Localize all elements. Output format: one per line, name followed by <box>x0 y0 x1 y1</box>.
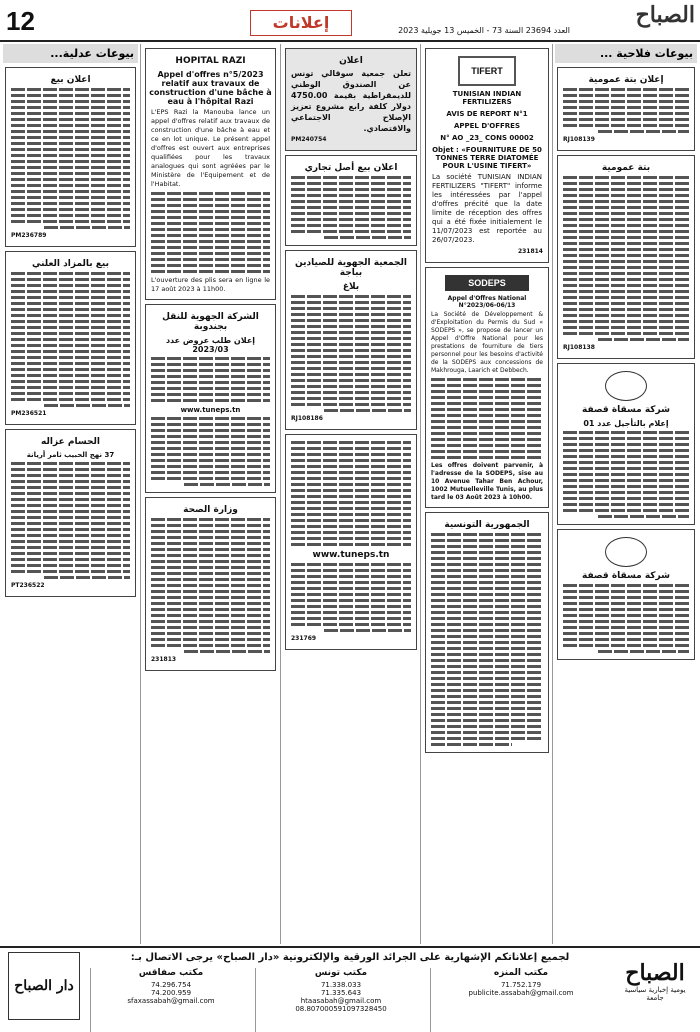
column-hospital-tenders <box>143 44 278 944</box>
ad-reference: 231814 <box>517 248 543 255</box>
ad-reference: RJ108139 <box>563 136 595 143</box>
ad-reference: RJ108138 <box>563 344 595 351</box>
brand-assabah <box>616 952 694 1018</box>
column-tenders-fr <box>423 44 551 944</box>
ad-title: الجمعية الجهوية للصيادين بباجة <box>295 258 407 278</box>
ad-sale <box>5 67 136 247</box>
ad-reference: PM240754 <box>291 136 327 143</box>
ad-title: شركة مسقاة قصفة <box>581 405 670 415</box>
column-divider <box>420 44 421 944</box>
column-divider <box>280 44 281 944</box>
section-title: إعلانات <box>250 10 352 36</box>
office-name: مكتب صفاقس <box>138 968 204 978</box>
ad-title: بيع بالمزاد العلني <box>32 259 109 269</box>
ad-transport-jendouba <box>145 304 276 493</box>
sodeps-logo: SODEPS <box>445 275 529 291</box>
ad-public-auction-2 <box>557 155 695 359</box>
ad-title: HOPITAL RAZI <box>175 56 246 66</box>
bank-account: 08.807000591097328450 <box>295 1005 387 1013</box>
tifert-logo: TIFERT <box>458 56 516 86</box>
ad-ministry-health <box>145 497 276 671</box>
emblem-icon <box>605 371 647 401</box>
office-fax: 74.200.959 <box>150 989 192 997</box>
ad-subtitle: إعلان طلب عروض عدد 2023/03 <box>165 336 256 354</box>
office-sfax <box>90 968 251 1032</box>
ad-title: اعلان بيع <box>50 75 91 85</box>
ad-sodeps <box>425 267 549 508</box>
ad-tifert <box>425 48 549 263</box>
ad-website: www.tuneps.tn <box>312 550 390 560</box>
ad-title: اعلان بيع أصل تجاري <box>304 163 398 173</box>
ad-body: تعلن جمعية سوقالي تونس عن الصندوق الوطني للديمقراطية بقيمة 4750.00 دولار كلفة رابع مشروع تعزيز الإصلاح الاجتماعي والاقتصادي. <box>291 69 411 133</box>
ad-title: اعلان <box>339 56 363 66</box>
ad-title: الجمهورية التونسية <box>444 520 530 530</box>
ad-deadline: Les offres doivent parvenir, à l'adresse de la SODEPS, sise au 10 Avenue Tahar Ben Achour, 1002 Mutuelleville Tunis, au plus tard le 03 Août 2023 à 10h00. <box>431 462 543 501</box>
section-heading: بيوعات عدلية... <box>3 44 138 63</box>
ad-deadline: L'ouverture des plis sera en ligne le 17 août 2023 à 11h00. <box>151 276 270 293</box>
office-phone: 71.752.179 <box>500 981 542 989</box>
ad-title: الشركة الجهوية للنقل بجندوبة <box>162 312 259 332</box>
column-agricultural-sales <box>555 44 697 944</box>
ad-hospital-razi <box>145 48 276 300</box>
logo-text: الصباح <box>635 2 695 28</box>
issue-line: العدد 23694 السنة 73 - الخميس 13 جويلية 2023 <box>398 26 570 35</box>
ad-irrigation-company <box>557 363 695 525</box>
ad-ministry <box>425 512 549 753</box>
ad-public-auction <box>557 67 695 151</box>
ad-title: بتة عمومية <box>601 163 651 173</box>
ad-reference: PM236789 <box>11 232 47 239</box>
ad-irrigation-company-2 <box>557 529 695 660</box>
office-email[interactable]: htaasabah@gmail.com <box>300 997 382 1005</box>
ad-title: AVIS DE REPORT N°1 <box>446 110 528 118</box>
brand-dar-assabah: دار الصباح <box>8 952 80 1020</box>
ad-subtitle: 37 نهج الحبيب ثامر أريانة <box>26 451 115 459</box>
ad-body: L'EPS Razi la Manouba lance un appel d'offres relatif aux travaux de construction d'une bâche à eau et ce en lot unique. Le présent appel d'offres est ouvert aux entreprises qualifiées pour les travaux analogues qui sont agréées par le Ministère de l'Equipement et de l'Habitat. <box>151 108 270 188</box>
ad-website: www.tuneps.tn <box>180 406 241 414</box>
newspaper-logo <box>585 2 695 38</box>
section-heading: بيوعات فلاحية ... <box>555 44 697 63</box>
ad-reference: RJ108186 <box>291 415 323 422</box>
ad-reference: 231769 <box>291 635 317 642</box>
ad-title: Appel d'Offres National N°2023/06-06/13 <box>447 295 527 309</box>
page-header <box>0 0 700 42</box>
ad-subtitle: بلاغ <box>342 282 360 292</box>
ad-association <box>285 48 417 151</box>
column-divider <box>140 44 141 944</box>
office-phone: 71.338.033 <box>320 981 362 989</box>
ad-title: وزارة الصحة <box>183 505 238 515</box>
ad-business-sale <box>285 155 417 246</box>
footer-headline: لجميع إعلاناتكم الإشهارية على الجرائد الورقية والإلكترونية «دار الصباح» يرجى الاتصال بـ: <box>130 952 570 963</box>
ad-fishermen-association <box>285 250 417 430</box>
office-tunis <box>255 968 426 1032</box>
ad-company: TUNISIAN INDIAN FERTILIZERS <box>452 90 522 106</box>
ad-title: إعلان بتة عمومية <box>588 75 664 85</box>
column-announcements <box>283 44 419 944</box>
column-judicial-sales <box>3 44 138 944</box>
column-divider <box>552 44 553 944</box>
ad-object: Objet : «FOURNITURE DE 50 TONNES TERRE DIATOMÉE POUR L'USINE TIFERT» <box>432 146 542 170</box>
brand-tagline: يومية إخبارية سياسية جامعة <box>624 986 686 1002</box>
ad-reference: 231813 <box>151 656 177 663</box>
emblem-icon <box>605 537 647 567</box>
office-name: مكتب المنزه <box>493 968 549 978</box>
office-menzah <box>430 968 611 1032</box>
ad-subtitle: إعلام بالتأجيل عدد 01 <box>583 419 669 428</box>
ad-title: شركة مسقاة قصفة <box>581 571 670 581</box>
ad-reference: PM236521 <box>11 410 47 417</box>
ad-bailiff <box>5 429 136 597</box>
ad-public-auction <box>5 251 136 425</box>
ad-title: الحسام عزاله <box>41 437 100 447</box>
page-footer <box>0 946 700 1024</box>
office-email[interactable]: sfaxassabah@gmail.com <box>127 997 215 1005</box>
brand-name: الصباح <box>625 960 685 986</box>
ad-body: La Société de Développement & d'Exploitation du Permis du Sud « SODEPS », se propose de lancer un Appel d'Offre National pour les prestations de fourniture de tiers personnel pour les besoins d'activité de la SODEPS aux concessions de Makhrouga, Laarich et Debbech. <box>431 311 543 374</box>
ad-subtitle: Appel d'offres n°5/2023 relatif aux travaux de construction d'une bâche à eau à l'hôpital Razi <box>149 70 272 106</box>
office-email[interactable]: publicite.assabah@gmail.com <box>468 989 574 997</box>
ad-reference: PT236522 <box>11 582 45 589</box>
page-number: 12 <box>6 6 35 36</box>
ad-subtitle: APPEL D'OFFRES <box>453 122 521 130</box>
ad-number: N° AO _23_ CONS 00002 <box>440 134 534 142</box>
office-fax: 71.335.643 <box>320 989 362 997</box>
ad-body: La société TUNISIAN INDIAN FERTILIZERS "TIFERT" informe les intéressées par l'appel d'offres précité que la date limite de réception des offres qui a été fixée initialement le 11/07/2023 est reportée au 26/07/2023. <box>432 173 542 244</box>
office-phone: 74.296.754 <box>150 981 192 989</box>
office-name: مكتب تونس <box>314 968 368 978</box>
ad-tender-notice <box>285 434 417 650</box>
